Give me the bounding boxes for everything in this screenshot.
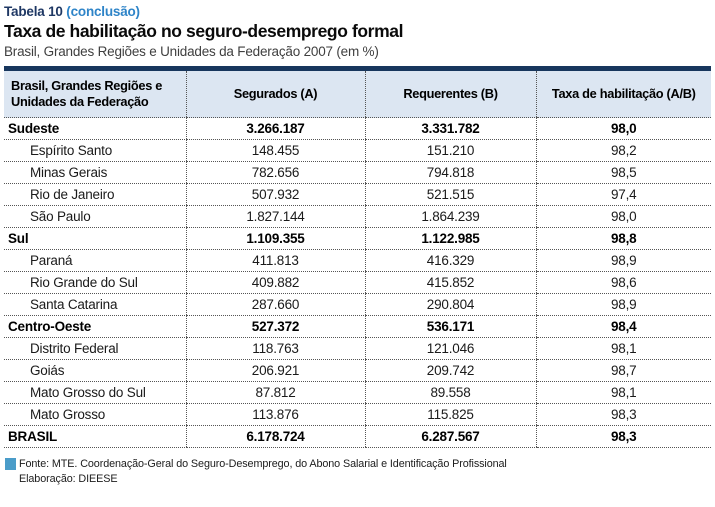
requerentes-cell: 115.825 [365,404,536,426]
elaboration-line: Elaboração: DIEESE [19,473,118,486]
column-header-region: Brasil, Grandes Regiões e Unidades da Federação [4,69,186,118]
table-row-espirito-santo [4,140,711,162]
table-footnote [4,457,711,487]
taxa-cell: 98,8 [536,228,711,250]
table-row-centro-oeste [4,316,711,338]
region-cell: Espírito Santo [4,140,186,162]
table-row-santa-catarina [4,294,711,316]
table-row-mato-grosso-do-sul [4,382,711,404]
segurados-cell: 6.178.724 [186,426,365,448]
region-cell: Sul [4,228,186,250]
region-cell: Mato Grosso do Sul [4,382,186,404]
requerentes-cell: 89.558 [365,382,536,404]
column-header-taxa: Taxa de habilitação (A/B) [536,69,711,118]
taxa-cell: 98,6 [536,272,711,294]
region-cell: Distrito Federal [4,338,186,360]
table-continuation-label: (conclusão) [66,4,140,19]
region-cell: Mato Grosso [4,404,186,426]
table-row-rio-grande-do-sul [4,272,711,294]
requerentes-cell: 121.046 [365,338,536,360]
requerentes-cell: 209.742 [365,360,536,382]
region-cell: BRASIL [4,426,186,448]
table-row-mato-grosso [4,404,711,426]
header-row [4,69,711,118]
segurados-cell: 411.813 [186,250,365,272]
taxa-cell: 98,5 [536,162,711,184]
region-cell: Rio Grande do Sul [4,272,186,294]
table-row-sao-paulo [4,206,711,228]
segurados-cell: 87.812 [186,382,365,404]
table-row-brasil [4,426,711,448]
taxa-cell: 98,0 [536,206,711,228]
segurados-cell: 782.656 [186,162,365,184]
segurados-cell: 113.876 [186,404,365,426]
region-cell: Goiás [4,360,186,382]
region-cell: São Paulo [4,206,186,228]
habilitacao-table [4,66,711,448]
segurados-cell: 1.109.355 [186,228,365,250]
table-row-goias [4,360,711,382]
taxa-cell: 98,9 [536,294,711,316]
region-cell: Sudeste [4,118,186,140]
segurados-cell: 409.882 [186,272,365,294]
taxa-cell: 98,0 [536,118,711,140]
table-row-rio-de-janeiro [4,184,711,206]
taxa-cell: 98,1 [536,382,711,404]
taxa-cell: 98,3 [536,404,711,426]
segurados-cell: 507.932 [186,184,365,206]
requerentes-cell: 1.864.239 [365,206,536,228]
segurados-cell: 206.921 [186,360,365,382]
table-caption [4,4,711,19]
taxa-cell: 98,9 [536,250,711,272]
requerentes-cell: 151.210 [365,140,536,162]
table-row-parana [4,250,711,272]
requerentes-cell: 521.515 [365,184,536,206]
table-row-sul [4,228,711,250]
requerentes-cell: 536.171 [365,316,536,338]
taxa-cell: 98,1 [536,338,711,360]
source-legend-square-icon [5,458,16,470]
segurados-cell: 1.827.144 [186,206,365,228]
requerentes-cell: 290.804 [365,294,536,316]
region-cell: Paraná [4,250,186,272]
page-title: Taxa de habilitação no seguro-desemprego formal [4,21,404,41]
segurados-cell: 287.660 [186,294,365,316]
region-cell: Santa Catarina [4,294,186,316]
requerentes-cell: 3.331.782 [365,118,536,140]
table-header [4,69,711,118]
region-cell: Rio de Janeiro [4,184,186,206]
segurados-cell: 3.266.187 [186,118,365,140]
column-header-requerentes: Requerentes (B) [365,69,536,118]
table-row-minas-gerais [4,162,711,184]
table-row-distrito-federal [4,338,711,360]
taxa-cell: 98,4 [536,316,711,338]
segurados-cell: 527.372 [186,316,365,338]
table-body [4,118,711,448]
table-row-sudeste [4,118,711,140]
taxa-cell: 98,3 [536,426,711,448]
region-cell: Centro-Oeste [4,316,186,338]
page-subtitle: Brasil, Grandes Regiões e Unidades da Federação 2007 (em %) [4,44,379,59]
column-header-segurados: Segurados (A) [186,69,365,118]
taxa-cell: 97,4 [536,184,711,206]
requerentes-cell: 6.287.567 [365,426,536,448]
segurados-cell: 118.763 [186,338,365,360]
table-number-label: Tabela 10 [4,4,63,19]
region-cell: Minas Gerais [4,162,186,184]
requerentes-cell: 415.852 [365,272,536,294]
segurados-cell: 148.455 [186,140,365,162]
taxa-cell: 98,7 [536,360,711,382]
taxa-cell: 98,2 [536,140,711,162]
source-line: Fonte: MTE. Coordenação-Geral do Seguro-Desemprego, do Abono Salarial e Identificação Profissional [19,458,507,470]
requerentes-cell: 794.818 [365,162,536,184]
requerentes-cell: 1.122.985 [365,228,536,250]
requerentes-cell: 416.329 [365,250,536,272]
